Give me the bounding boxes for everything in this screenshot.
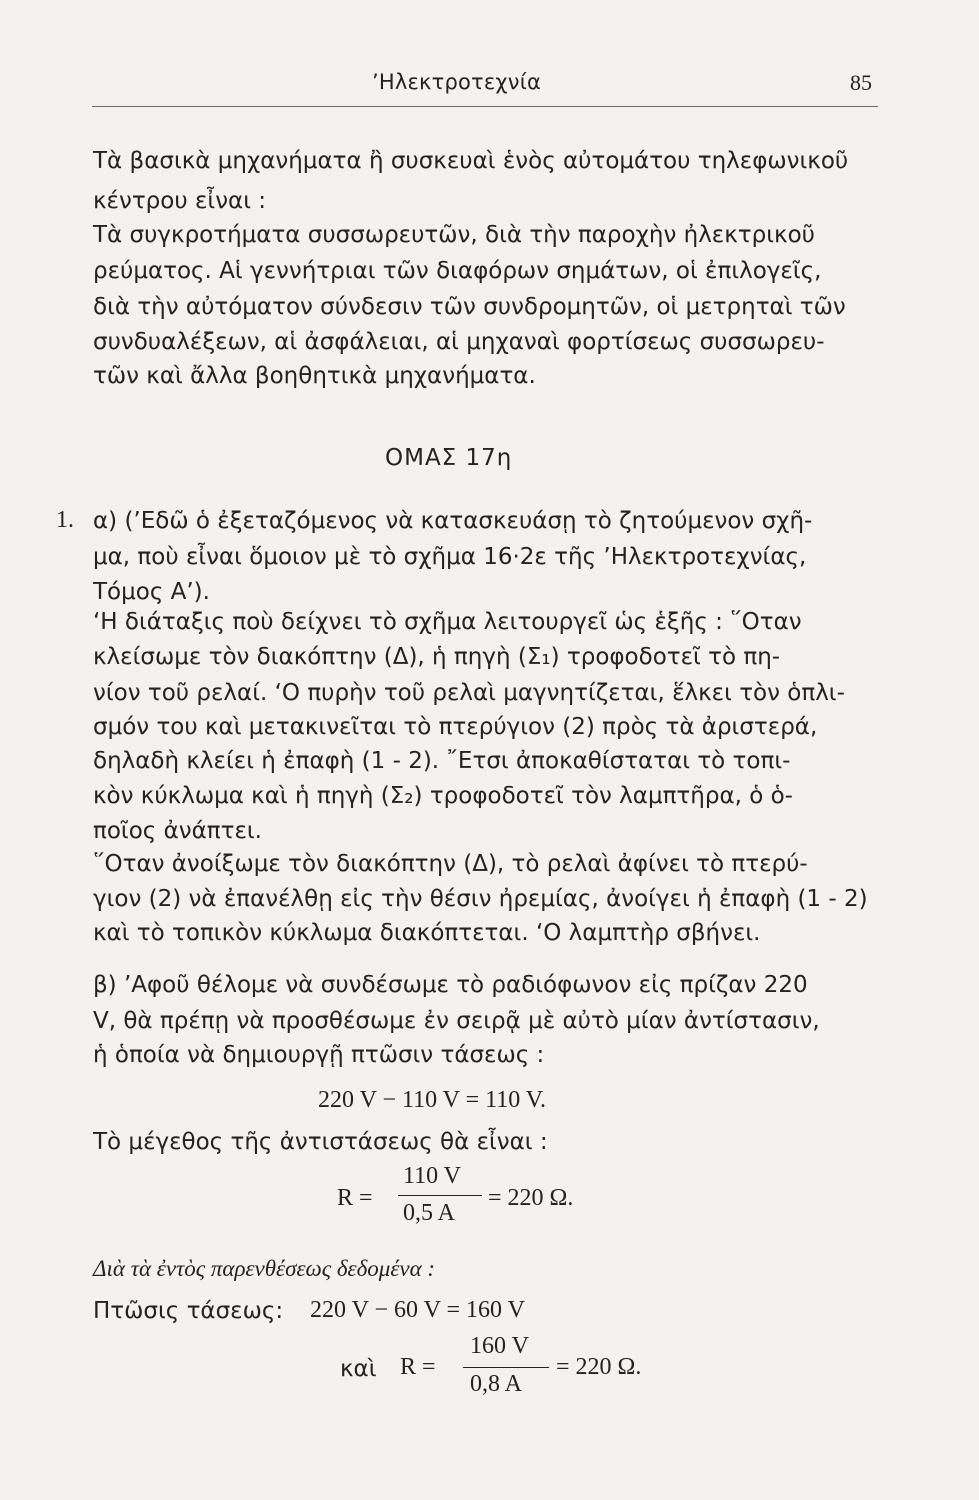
text-line: Τόμος Α’). [93, 579, 210, 605]
voltage-drop-label: Πτῶσις τάσεως: [93, 1298, 284, 1324]
text-line: ‘Η διάταξις ποὺ δείχνει τὸ σχῆμα λειτουργεῖ ὡς ἑξῆς : ῞Οταν [93, 609, 802, 635]
text-line: β) ’Αφοῦ θέλομε νὰ συνδέσωμε τὸ ραδιόφωνον εἰς πρίζαν 220 [93, 972, 808, 998]
text-line: δηλαδὴ κλείει ἡ ἐπαφὴ (1 - 2). ῎Ετσι ἀποκαθίσταται τὸ τοπι- [93, 748, 791, 774]
fraction-bar [463, 1367, 549, 1368]
header-title: ’Ηλεκτροτεχνία [372, 70, 542, 94]
formula-lhs: R = [400, 1354, 436, 1380]
paren-data-heading: Διὰ τὰ ἐντὸς παρενθέσεως δεδομένα : [93, 1256, 436, 1281]
text-line: κὸν κύκλωμα καὶ ἡ πηγὴ (Σ₂) τροφοδοτεῖ τὸν λαμπτῆρα, ὁ ὁ- [93, 783, 793, 809]
text-line: ἡ ὁποία νὰ δημιουργῇ πτῶσιν τάσεως : [93, 1042, 545, 1068]
formula-denominator: 0,8 A [470, 1371, 523, 1397]
formula-rhs: = 220 Ω. [556, 1354, 642, 1380]
text-line: συνδυαλέξεων, αἱ ἀσφάλειαι, αἱ μηχαναὶ φορτίσεως συσσωρευ- [93, 329, 825, 355]
text-line: ποῖος ἀνάπτει. [93, 818, 262, 844]
text-line: γιον (2) νὰ ἐπανέλθῃ εἰς τὴν θέσιν ἠρεμίας, ἀνοίγει ἡ ἐπαφὴ (1 - 2) [93, 886, 868, 912]
text-line: κλείσωμε τὸν διακόπτην (Δ), ἡ πηγὴ (Σ₁) τροφοδοτεῖ τὸ πη- [93, 644, 781, 670]
formula-denominator: 0,5 A [403, 1200, 456, 1226]
text-line: τῶν καὶ ἄλλα βοηθητικὰ μηχανήματα. [93, 363, 536, 389]
formula-lhs: R = [337, 1185, 373, 1211]
voltage-drop-equation-2: 220 V − 60 V = 160 V [310, 1297, 525, 1323]
text-line: Τὰ συγκροτήματα συσσωρευτῶν, διὰ τὴν παροχὴν ἠλεκτρικοῦ [93, 222, 815, 248]
text-line: καὶ τὸ τοπικὸν κύκλωμα διακόπτεται. ‘Ο λαμπτὴρ σβήνει. [93, 920, 761, 946]
text-line: Τὰ βασικὰ μηχανήματα ἢ συσκευαὶ ἑνὸς αὐτομάτου τηλεφωνικοῦ [93, 148, 849, 174]
formula-numerator: 160 V [470, 1333, 529, 1359]
exercise-number: 1. [56, 507, 74, 533]
voltage-drop-equation: 220 V − 110 V = 110 V. [318, 1087, 547, 1113]
text-line: νίον τοῦ ρελαί. ‘Ο πυρὴν τοῦ ρελαὶ μαγνητίζεται, ἕλκει τὸν ὁπλι- [93, 680, 845, 706]
text-line: διὰ τὴν αὐτόματον σύνδεσιν τῶν συνδρομητῶν, οἱ μετρηταὶ τῶν [93, 294, 846, 320]
formula-rhs: = 220 Ω. [488, 1185, 574, 1211]
formula-numerator: 110 V [403, 1163, 462, 1189]
resistance-intro: Τὸ μέγεθος τῆς ἀντιστάσεως θὰ εἶναι : [93, 1129, 548, 1155]
text-line: μα, ποὺ εἶναι ὅμοιον μὲ τὸ σχῆμα 16·2ε τῆς ’Ηλεκτροτεχνίας, [93, 544, 807, 570]
text-line: κέντρου εἶναι : [93, 188, 267, 214]
text-line: ῞Οταν ἀνοίξωμε τὸν διακόπτην (Δ), τὸ ρελαὶ ἀφίνει τὸ πτερύ- [93, 851, 808, 877]
text-line: σμόν του καὶ μετακινεῖται τὸ πτερύγιον (2) πρὸς τὰ ἀριστερά, [93, 714, 818, 740]
text-line: α) (’Εδῶ ὁ ἐξεταζόμενος νὰ κατασκευάσῃ τὸ ζητούμενον σχῆ- [93, 508, 813, 534]
text-line: V, θὰ πρέπῃ νὰ προσθέσωμε ἐν σειρᾷ μὲ αὐτὸ μίαν ἀντίστασιν, [93, 1008, 820, 1034]
fraction-bar [398, 1195, 482, 1196]
header-rule [92, 106, 878, 107]
group-heading: ΟΜΑΣ 17η [385, 445, 513, 471]
conjunction-kai: καὶ [340, 1356, 377, 1382]
page-number: 85 [850, 70, 872, 95]
text-line: ρεύματος. Αἱ γεννήτριαι τῶν διαφόρων σημάτων, οἱ ἐπιλογεῖς, [93, 258, 822, 284]
